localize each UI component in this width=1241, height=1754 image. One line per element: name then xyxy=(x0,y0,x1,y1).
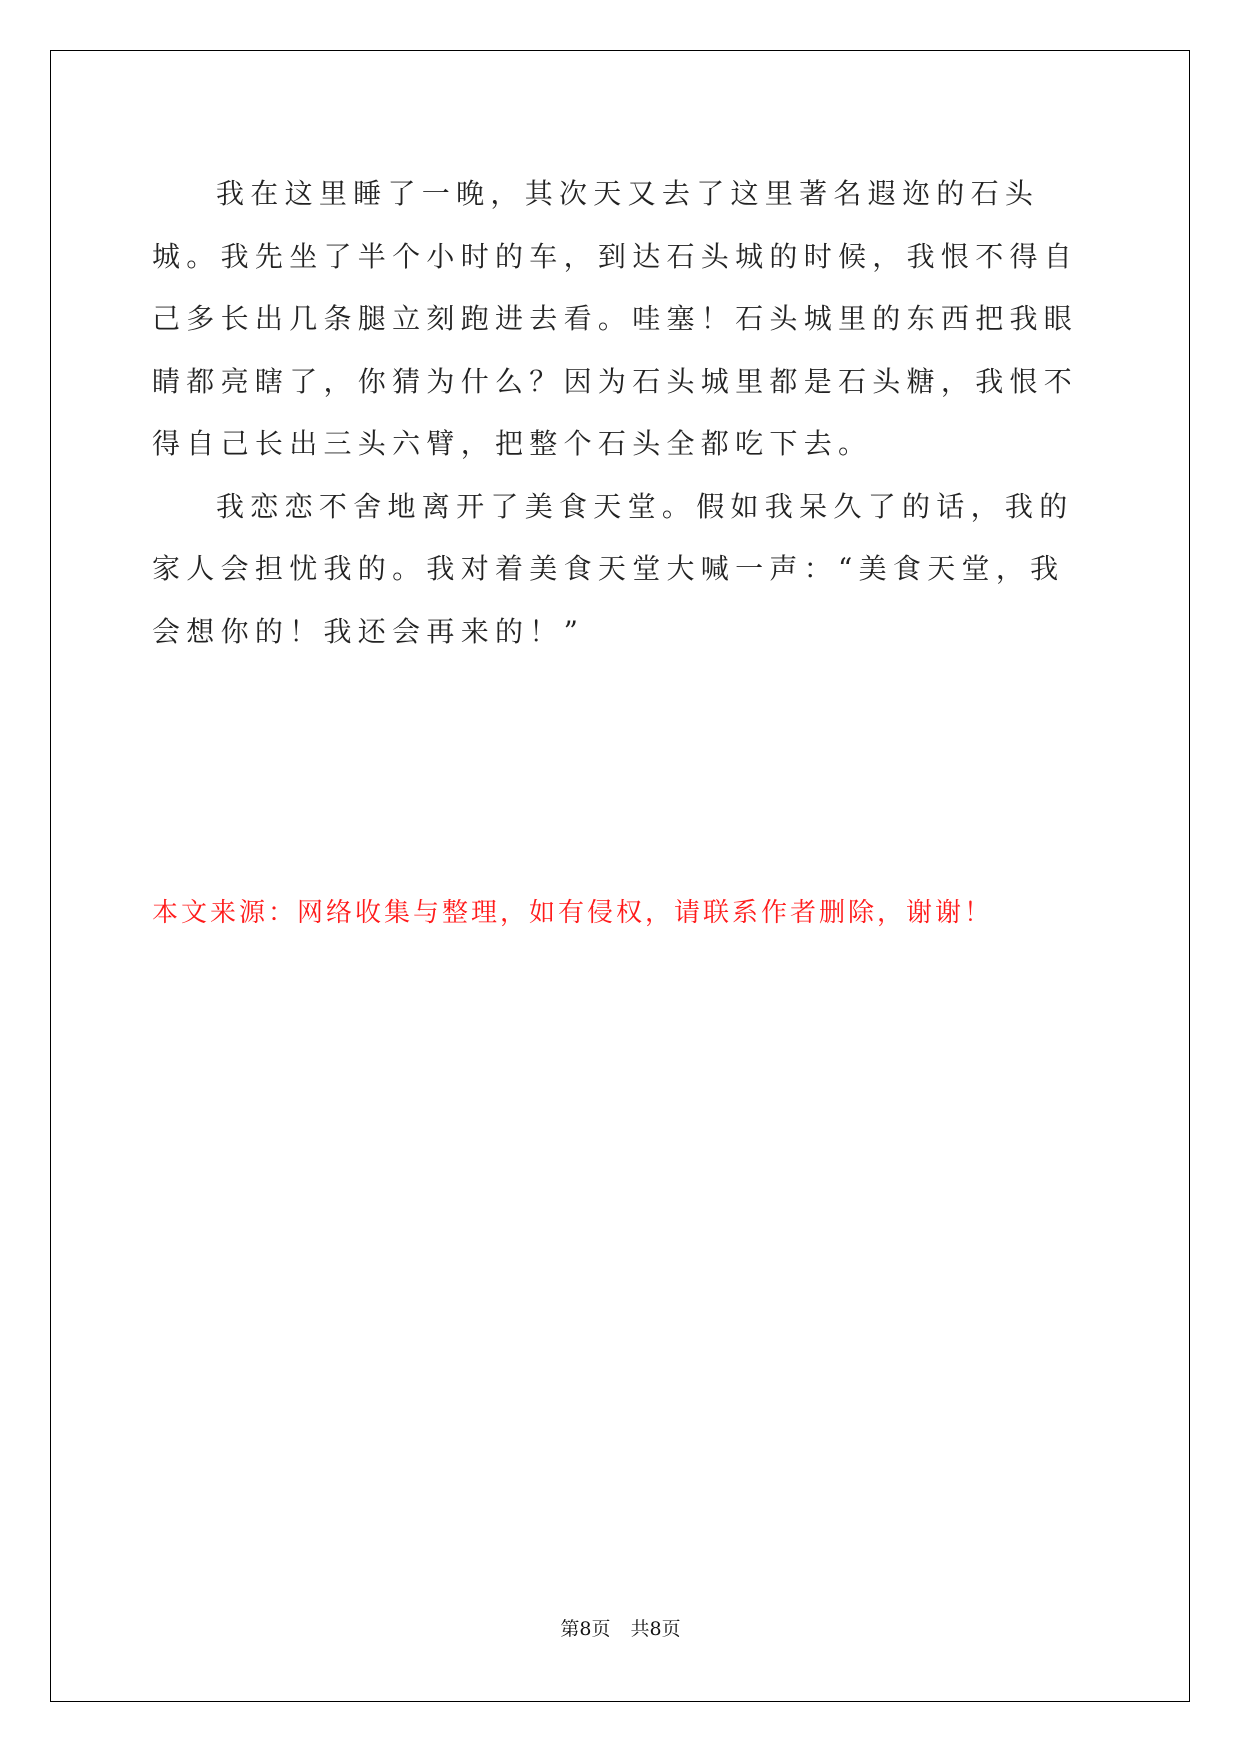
body-text xyxy=(152,163,1092,663)
page-number-current: 第8页 xyxy=(560,1618,611,1640)
paragraph-2: 我恋恋不舍地离开了美食天堂。假如我呆久了的话，我的家人会担忧我的。我对着美食天堂大喊一声：“美食天堂，我会想你的！我还会再来的！” xyxy=(152,489,1074,648)
page-footer xyxy=(0,1614,1241,1641)
source-note: 本文来源：网络收集与整理，如有侵权，请联系作者删除，谢谢！ xyxy=(152,898,994,928)
paragraph-1: 我在这里睡了一晚，其次天又去了这里著名遐迩的石头城。我先坐了半个小时的车，到达石头城的时候，我恨不得自己多长出几条腿立刻跑进去看。哇塞！石头城里的东西把我眼睛都亮瞎了，你猜为什么？因为石头城里都是石头糖，我恨不得自己长出三头六臂，把整个石头全都吃下去。 xyxy=(152,177,1079,460)
page-number-total: 共8页 xyxy=(630,1618,681,1640)
